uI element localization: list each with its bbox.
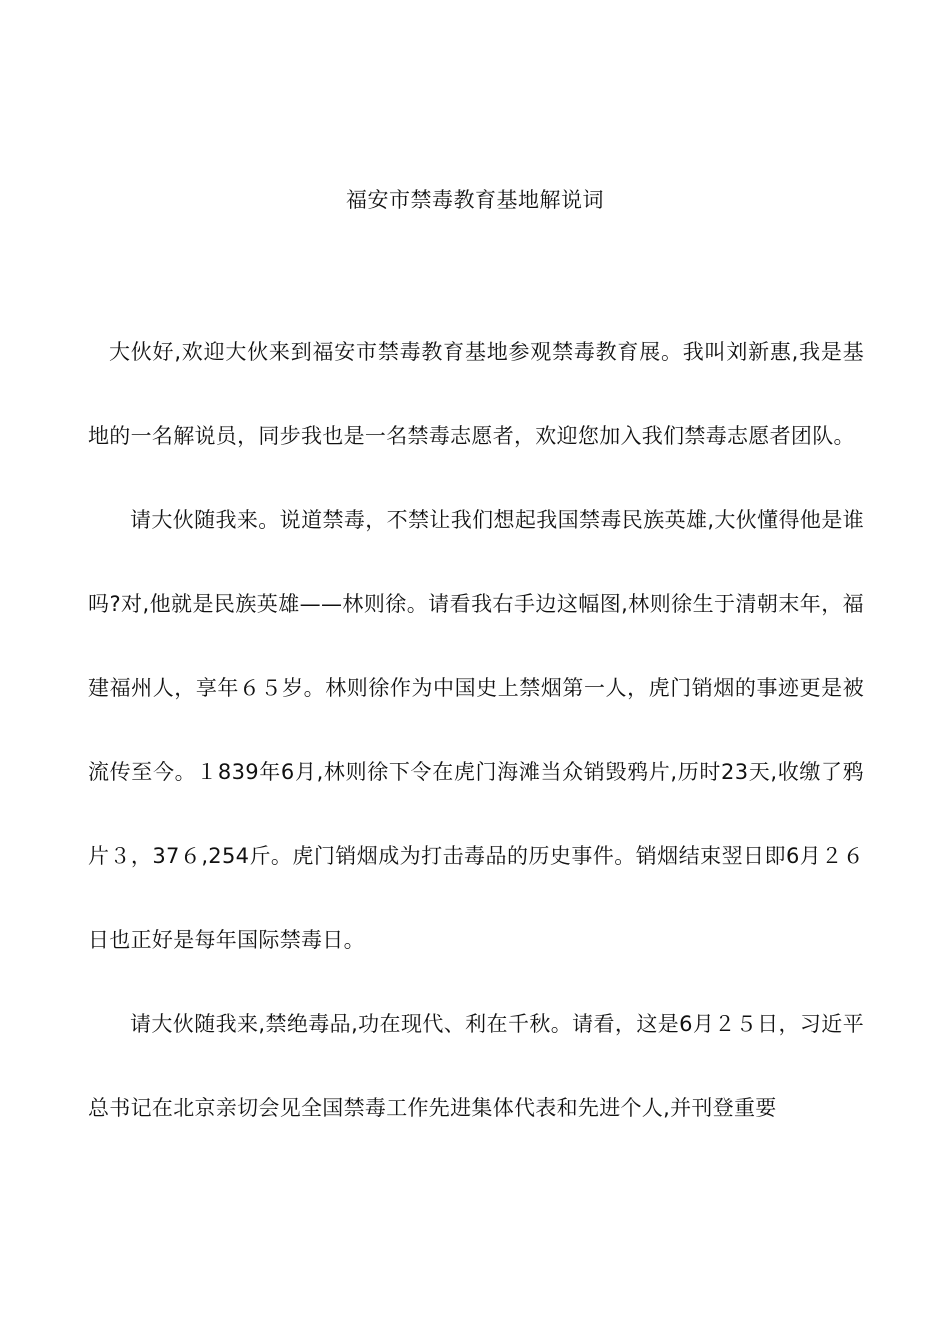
document-body xyxy=(88,310,864,1150)
page-title: 福安市禁毒教育基地解说词 xyxy=(346,188,604,212)
paragraph-welcome: 大伙好,欢迎大伙来到福安市禁毒教育基地参观禁毒教育展。我叫刘新惠,我是基地的一名解说员，同步我也是一名禁毒志愿者，欢迎您加入我们禁毒志愿者团队。 xyxy=(88,340,864,448)
paragraph-meeting: 请大伙随我来,禁绝毒品,功在现代、利在千秋。请看，这是6月２５日，习近平总书记在北京亲切会见全国禁毒工作先进集体代表和先进个人,并刊登重要 xyxy=(88,1012,864,1120)
paragraph-lin-zexu: 请大伙随我来。说道禁毒，不禁让我们想起我国禁毒民族英雄,大伙懂得他是谁吗?对,他就是民族英雄——林则徐。请看我右手边这幅图,林则徐生于清朝末年，福建福州人，享年６５岁。林则徐作为中国史上禁烟第一人，虎门销烟的事迹更是被流传至今。１839年6月,林则徐下令在虎门海滩当众销毁鸦片,历时23天,收缴了鸦片３，37６,254斤。虎门销烟成为打击毒品的历史事件。销烟结束翌日即6月２６日也正好是每年国际禁毒日。 xyxy=(88,508,864,952)
